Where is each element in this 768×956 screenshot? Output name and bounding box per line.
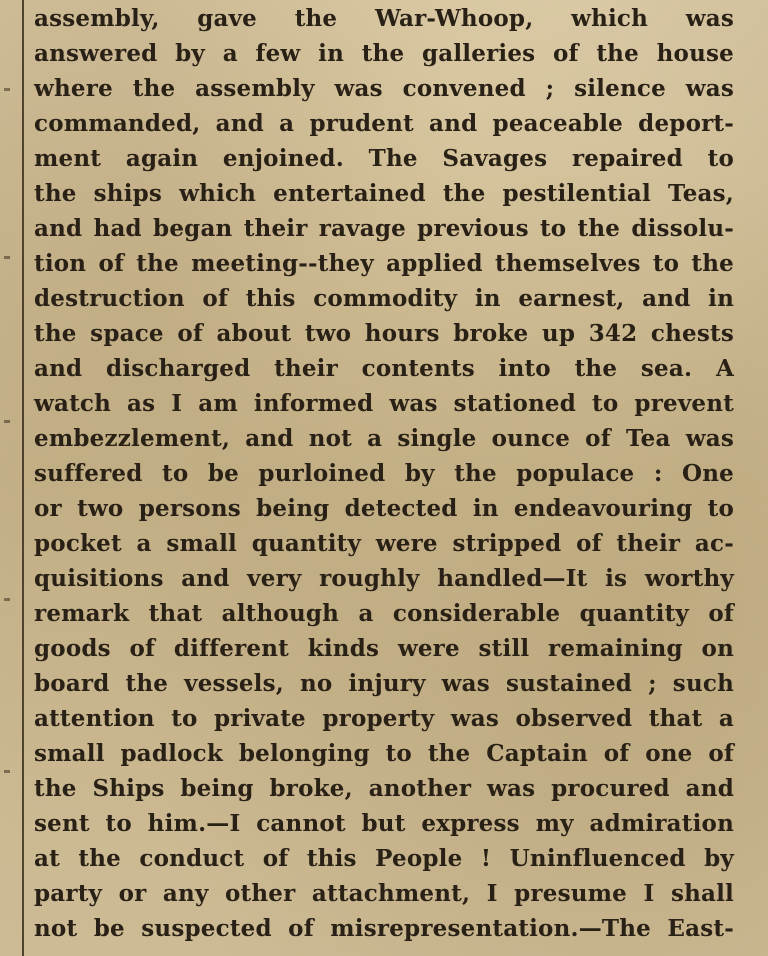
text-line: remark that although a considerable quantity of xyxy=(34,600,734,627)
text-line: small padlock belonging to the Captain of one of xyxy=(34,740,734,767)
text-line: goods of different kinds were still remaining on xyxy=(34,635,734,662)
text-line: sent to him.—I cannot but express my admiration xyxy=(34,810,734,837)
text-line: the Ships being broke, another was procured and xyxy=(34,775,734,802)
text-line: and discharged their contents into the sea. A xyxy=(34,355,734,382)
article-column xyxy=(34,0,734,956)
text-line: ment again enjoined. The Savages repaired to xyxy=(34,145,734,172)
text-line: the ships which entertained the pestilential Teas, xyxy=(34,180,734,207)
text-line: suffered to be purloined by the populace : One xyxy=(34,460,734,487)
margin-mark xyxy=(4,88,10,91)
text-line: quisitions and very roughly handled—It is worthy xyxy=(34,565,734,592)
column-rule xyxy=(22,0,24,956)
text-line: not be suspected of misrepresentation.—The East- xyxy=(34,915,734,942)
left-margin-marks xyxy=(0,0,18,956)
text-line: and had began their ravage previous to the dissolu- xyxy=(34,215,734,242)
text-line: the space of about two hours broke up 342 chests xyxy=(34,320,734,347)
text-line: answered by a few in the galleries of the house xyxy=(34,40,734,67)
text-line: party or any other attachment, I presume I shall xyxy=(34,880,734,907)
margin-mark xyxy=(4,598,10,601)
text-line: or two persons being detected in endeavouring to xyxy=(34,495,734,522)
text-line: board the vessels, no injury was sustained ; such xyxy=(34,670,734,697)
text-line: embezzlement, and not a single ounce of Tea was xyxy=(34,425,734,452)
margin-mark xyxy=(4,256,10,259)
text-line: assembly, gave the War-Whoop, which was xyxy=(34,5,734,32)
text-line: pocket a small quantity were stripped of their ac- xyxy=(34,530,734,557)
margin-mark xyxy=(4,770,10,773)
text-line: tion of the meeting--they applied themselves to the xyxy=(34,250,734,277)
text-line: at the conduct of this People ! Uninfluenced by xyxy=(34,845,734,872)
margin-mark xyxy=(4,420,10,423)
text-line: attention to private property was observed that a xyxy=(34,705,734,732)
text-line: destruction of this commodity in earnest, and in xyxy=(34,285,734,312)
text-line: where the assembly was convened ; silence was xyxy=(34,75,734,102)
text-line: watch as I am informed was stationed to prevent xyxy=(34,390,734,417)
text-line: commanded, and a prudent and peaceable deport- xyxy=(34,110,734,137)
